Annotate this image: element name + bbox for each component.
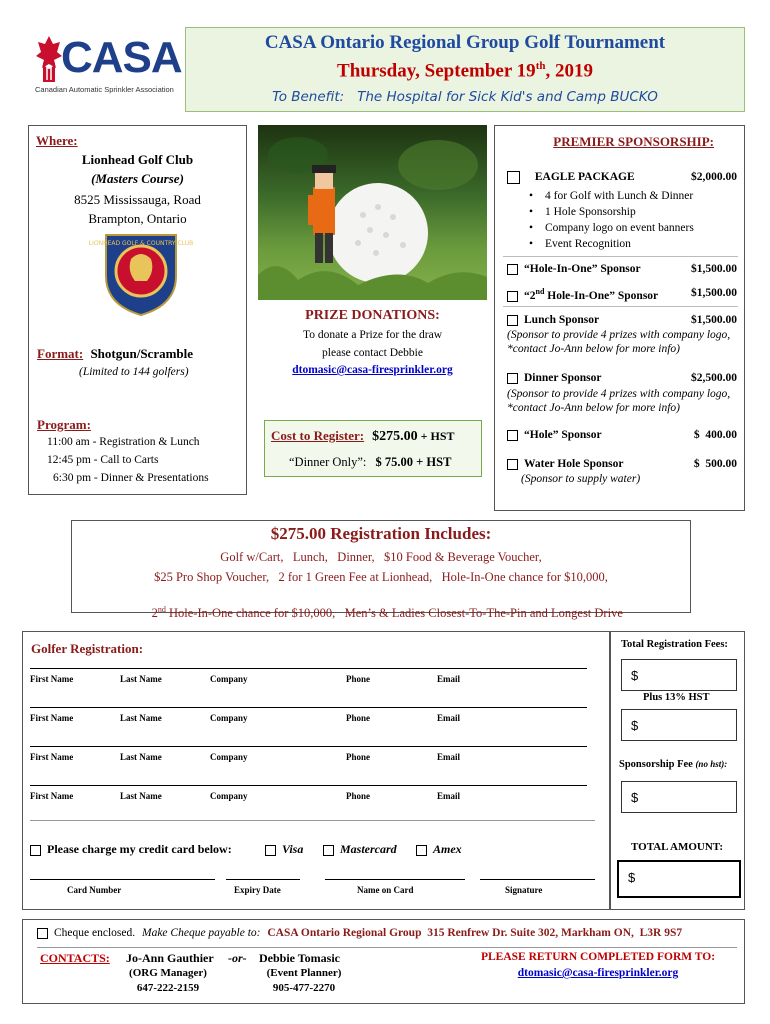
casa-wordmark: CASA	[61, 33, 182, 82]
first-name-label: First Name	[30, 713, 74, 723]
eagle-benefit-item: • 4 for Golf with Lunch & Dinner	[523, 188, 743, 204]
second-hole-in-one-name: “2nd Hole-In-One” Sponsor	[524, 287, 659, 302]
name-on-card-field[interactable]	[325, 879, 465, 880]
includes-line1: Golf w/Cart, Lunch, Dinner, $10 Food & Beverage Voucher,	[220, 550, 542, 564]
dinner-only-label: “Dinner Only”:	[289, 455, 367, 469]
mastercard-checkbox[interactable]	[323, 845, 334, 856]
expiry-date-label: Expiry Date	[234, 885, 281, 895]
event-details-box	[28, 125, 247, 495]
last-name-label: Last Name	[120, 713, 162, 723]
amex-option[interactable]	[416, 842, 462, 857]
includes-line3: 2nd Hole-In-One chance for $10,000, Men’s & Ladies Closest-To-The-Pin and Longest Drive	[151, 605, 623, 621]
contact1-role: (ORG Manager)	[129, 967, 207, 979]
dinner-sponsor-price: $2,500.00	[691, 372, 737, 384]
cheque-payable-label: Make Cheque payable to:	[142, 927, 261, 939]
contact-or: -or-	[228, 951, 247, 965]
company-label: Company	[210, 752, 248, 762]
hole-sponsor-checkbox[interactable]	[507, 430, 518, 441]
golf-ball-photo	[258, 125, 487, 300]
lunch-sponsor-row[interactable]	[507, 314, 737, 326]
email-label: Email	[437, 713, 461, 723]
divider	[37, 947, 737, 948]
prize-title: PRIZE DONATIONS:	[305, 308, 440, 323]
prize-email-link[interactable]: dtomasic@casa-firesprinkler.org	[292, 364, 453, 376]
last-name-label: Last Name	[120, 791, 162, 801]
company-label: Company	[210, 791, 248, 801]
prize-line1: To donate a Prize for the draw	[302, 329, 443, 341]
contact2-phone: 905-477-2270	[272, 982, 336, 994]
program-item: 6:30 pm - Dinner & Presentations	[53, 472, 209, 484]
course-name: (Masters Course)	[91, 171, 184, 186]
venue-name: Lionhead Golf Club	[81, 152, 194, 167]
visa-checkbox[interactable]	[265, 845, 276, 856]
company-label: Company	[210, 674, 248, 684]
prize-line2: please contact Debbie	[322, 347, 423, 359]
eagle-checkbox[interactable]	[507, 171, 520, 184]
visa-label: Visa	[282, 842, 304, 856]
water-hole-price: $ 500.00	[693, 458, 737, 470]
cheque-label: Cheque enclosed.	[54, 927, 136, 939]
event-benefit: To Benefit: The Hospital for Sick Kid's and Camp BUCKO	[272, 89, 658, 105]
golfer-entry-line[interactable]	[30, 785, 587, 786]
second-hole-in-one-checkbox[interactable]	[507, 291, 518, 302]
charge-card-row[interactable]	[30, 842, 232, 857]
hst-field[interactable]: $	[621, 709, 737, 741]
mastercard-label: Mastercard	[340, 842, 397, 856]
water-hole-row[interactable]	[507, 458, 737, 470]
signature-field[interactable]	[480, 879, 595, 880]
program-label: Program:	[37, 417, 91, 432]
casa-subtitle: Canadian Automatic Sprinkler Association	[35, 85, 174, 94]
eagle-row[interactable]	[507, 171, 737, 184]
cost-box	[264, 420, 482, 477]
first-name-label: First Name	[30, 674, 74, 684]
total-amount-field[interactable]: $	[617, 860, 741, 898]
lunch-sponsor-note: (Sponsor to provide 4 prizes with company logo, *contact Jo-Ann below for more info)	[507, 329, 731, 355]
format-row	[37, 346, 193, 362]
name-on-card-label: Name on Card	[357, 885, 414, 895]
phone-label: Phone	[346, 713, 371, 723]
lunch-sponsor-price: $1,500.00	[691, 314, 737, 326]
golfer-entry-line[interactable]	[30, 707, 587, 708]
divider	[503, 256, 738, 257]
format-value: Shotgun/Scramble	[90, 346, 194, 361]
water-hole-checkbox[interactable]	[507, 459, 518, 470]
fees-box	[610, 631, 745, 910]
event-title: CASA Ontario Regional Group Golf Tournament	[264, 32, 666, 53]
eagle-benefit-item: • Event Recognition	[523, 236, 743, 252]
cost-label: Cost to Register:	[271, 428, 365, 443]
payment-contacts-box	[22, 919, 745, 1004]
cost-row	[271, 427, 455, 445]
where-label: Where:	[36, 133, 78, 148]
water-hole-note: (Sponsor to supply water)	[521, 473, 641, 485]
dinner-only-row	[289, 455, 451, 470]
casa-logo	[33, 34, 183, 98]
contact2-role: (Event Planner)	[266, 967, 342, 979]
format-note: (Limited to 144 golfers)	[79, 366, 189, 378]
header-banner	[185, 27, 745, 112]
sponsorship-box	[494, 125, 745, 511]
phone-label: Phone	[346, 674, 371, 684]
dinner-sponsor-row[interactable]	[507, 372, 737, 384]
dinner-sponsor-note: (Sponsor to provide 4 prizes with company logo, *contact Jo-Ann below for more info)	[507, 388, 731, 414]
card-number-field[interactable]	[30, 879, 215, 880]
total-amount-label: TOTAL AMOUNT:	[631, 841, 723, 853]
cost-value: $275.00	[372, 429, 418, 444]
mastercard-option[interactable]	[323, 842, 397, 857]
lionhead-seal-icon	[88, 231, 194, 317]
cheque-row[interactable]	[37, 927, 682, 939]
return-email-link[interactable]: dtomasic@casa-firesprinkler.org	[517, 967, 679, 979]
divider	[30, 820, 595, 821]
contact1-name: Jo-Ann Gauthier	[126, 951, 214, 965]
includes-title: $275.00 Registration Includes:	[270, 524, 492, 543]
card-number-label: Card Number	[67, 885, 122, 895]
dinner-sponsor-name: Dinner Sponsor	[524, 372, 602, 384]
hole-sponsor-row[interactable]	[507, 429, 737, 441]
amex-label: Amex	[433, 842, 462, 856]
return-form-label: PLEASE RETURN COMPLETED FORM TO:	[480, 951, 716, 963]
second-hole-in-one-price: $1,500.00	[691, 287, 737, 299]
sponsorship-fee-label: Sponsorship Fee (no hst):	[619, 759, 728, 770]
last-name-label: Last Name	[120, 674, 162, 684]
cheque-payable-to: CASA Ontario Regional Group 315 Renfrew Dr. Suite 302, Markham ON, L3R 9S7	[267, 927, 683, 939]
program-item: 12:45 pm - Call to Carts	[47, 454, 159, 466]
includes-line2: $25 Pro Shop Voucher, 2 for 1 Green Fee at Lionhead, Hole-In-One chance for $10,000,	[154, 570, 608, 584]
eagle-name: EAGLE PACKAGE	[534, 171, 635, 184]
hole-sponsor-name: “Hole” Sponsor	[524, 429, 602, 441]
address-line1: 8525 Mississauga, Road	[74, 192, 201, 207]
expiry-date-field[interactable]	[226, 879, 300, 880]
charge-card-label: Please charge my credit card below:	[47, 842, 232, 856]
cheque-checkbox[interactable]	[37, 928, 48, 939]
first-name-label: First Name	[30, 752, 74, 762]
hole-in-one-checkbox[interactable]	[507, 264, 518, 275]
hole-in-one-price: $1,500.00	[691, 263, 737, 275]
fees-title: Total Registration Fees:	[621, 639, 728, 650]
second-hole-in-one-row[interactable]	[507, 287, 737, 302]
format-label: Format:	[37, 346, 84, 361]
contact2-name: Debbie Tomasic	[259, 951, 341, 965]
first-name-label: First Name	[30, 791, 74, 801]
water-hole-name: Water Hole Sponsor	[524, 458, 624, 470]
hole-in-one-name: “Hole-In-One” Sponsor	[524, 263, 641, 275]
visa-option[interactable]	[265, 842, 303, 857]
email-label: Email	[437, 752, 461, 762]
plus-hst-label: Plus 13% HST	[643, 692, 710, 703]
company-label: Company	[210, 713, 248, 723]
address-line2: Brampton, Ontario	[88, 211, 187, 226]
eagle-benefit-item: • 1 Hole Sponsorship	[523, 204, 743, 220]
golfer-entry-line[interactable]	[30, 668, 587, 669]
eagle-benefits	[523, 188, 743, 252]
dinner-sponsor-checkbox[interactable]	[507, 373, 518, 384]
lunch-sponsor-name: Lunch Sponsor	[524, 314, 600, 326]
hole-in-one-row[interactable]	[507, 263, 737, 275]
contacts-label: CONTACTS:	[40, 951, 110, 965]
email-label: Email	[437, 674, 461, 684]
dinner-only-value: $ 75.00 + HST	[375, 455, 452, 469]
phone-label: Phone	[346, 791, 371, 801]
registration-title: Golfer Registration:	[31, 641, 144, 656]
casa-leaf-icon	[36, 36, 62, 82]
registration-fee-field[interactable]: $	[621, 659, 737, 691]
email-label: Email	[437, 791, 461, 801]
event-date: Thursday, September 19th, 2019	[337, 60, 593, 82]
registration-box	[22, 631, 610, 910]
amex-checkbox[interactable]	[416, 845, 427, 856]
eagle-price: $2,000.00	[691, 171, 737, 183]
seal-text: LIONHEAD GOLF & COUNTRY CLUB	[88, 240, 194, 247]
premier-title: PREMIER SPONSORSHIP:	[553, 134, 714, 149]
includes-box	[71, 520, 691, 621]
phone-label: Phone	[346, 752, 371, 762]
golfer-entry-line[interactable]	[30, 746, 587, 747]
signature-label: Signature	[505, 885, 543, 895]
cost-hst: + HST	[417, 429, 455, 443]
sponsorship-fee-field[interactable]: $	[621, 781, 737, 813]
divider	[503, 306, 738, 307]
last-name-label: Last Name	[120, 752, 162, 762]
program-item: 11:00 am - Registration & Lunch	[47, 436, 200, 448]
charge-card-checkbox[interactable]	[30, 845, 41, 856]
lunch-sponsor-checkbox[interactable]	[507, 315, 518, 326]
contact1-phone: 647-222-2159	[136, 982, 200, 994]
eagle-benefit-item: • Company logo on event banners	[523, 220, 743, 236]
hole-sponsor-price: $ 400.00	[693, 429, 737, 441]
